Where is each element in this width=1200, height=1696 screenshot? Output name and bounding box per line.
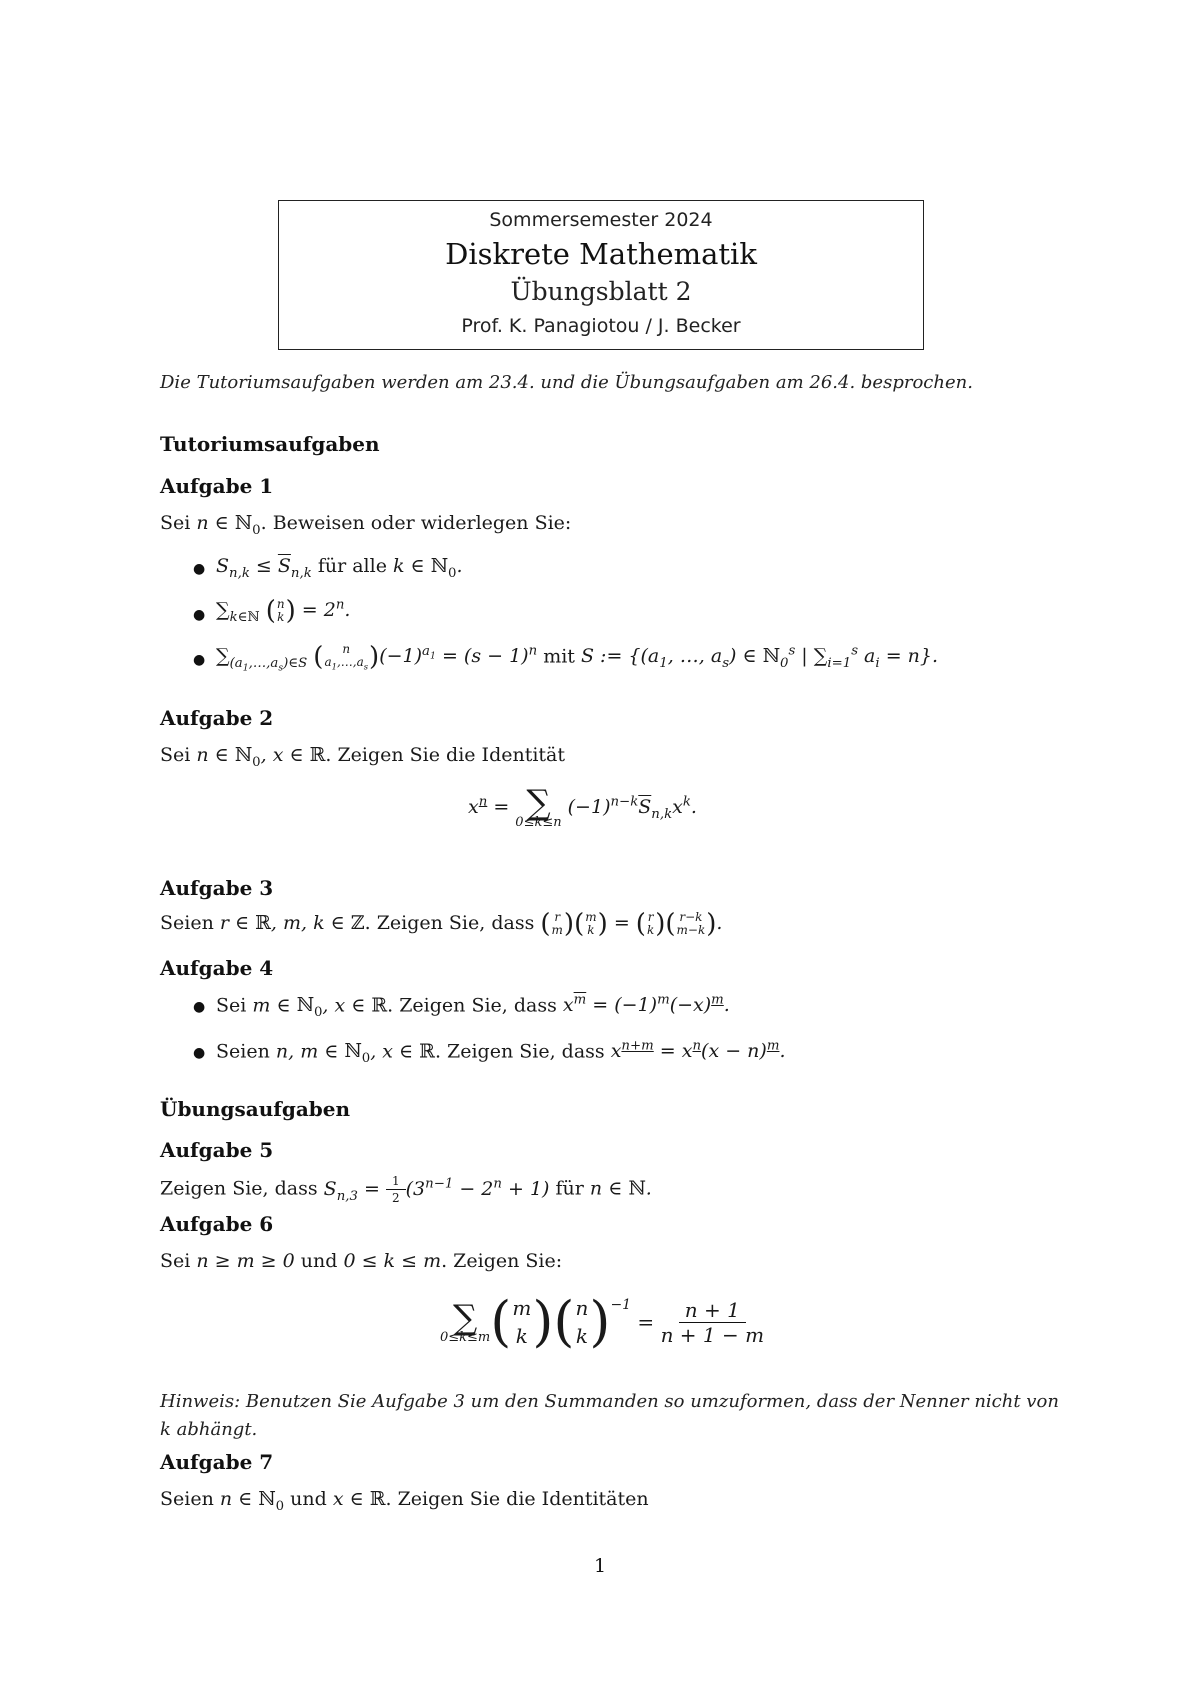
task1-item3-text: mit [543, 645, 575, 668]
task6-math-a: n ≥ m ≥ 0 [196, 1250, 295, 1272]
course-title: Diskrete Mathematik [445, 237, 757, 271]
bullet-icon: ● [193, 652, 206, 668]
task7-prompt-a: Seien [160, 1488, 214, 1510]
task3-math: r ∈ ℝ, m, k ∈ ℤ [219, 912, 365, 935]
task6-title: Aufgabe 6 [160, 1212, 274, 1236]
semester-label: Sommersemester 2024 [489, 209, 713, 231]
bullet-icon: ● [193, 561, 206, 577]
task4-item1-math: m ∈ ℕ$_0$, x ∈ ℝ [252, 994, 388, 1021]
task7-math-b: x ∈ ℝ [332, 1488, 386, 1510]
task1-math-n: n ∈ ℕ$_0$ [196, 512, 261, 538]
task2-prompt [160, 746, 565, 769]
task1-item1-math: $S_{n,k} \le \overline{S}_{n,k}$ [216, 555, 312, 581]
task4-item1-a: Sei [216, 994, 247, 1017]
task7-math-a: n ∈ ℕ$_0$ [219, 1488, 285, 1514]
task3-formula: ( r m ) ( m k ) = ( r k ) ( r−k m−k ) . [540, 909, 723, 940]
task5-formula: $S_{n,3}$ = $\frac{1}{2}$ $(3^{n-1} - 2^n + 1)$ [323, 1174, 550, 1205]
task1-prompt-a: Sei [160, 512, 191, 534]
task1-prompt-b: . Beweisen oder widerlegen Sie: [260, 512, 572, 534]
task4-item2-formula: $x^{n+m} = x^n(x - n)^m$. [610, 1039, 786, 1063]
task1-item2 [216, 596, 351, 627]
task3-title: Aufgabe 3 [160, 876, 274, 900]
task2-title: Aufgabe 2 [160, 706, 274, 730]
task5-prompt-a: Zeigen Sie, dass [160, 1177, 318, 1200]
task5-prompt-b: für [555, 1177, 584, 1200]
bullet-icon: ● [193, 1045, 206, 1061]
task6-hint: Hinweis: Benutzen Sie Aufgabe 3 um den Summanden so umzuformen, dass der Nenner nicht von k abhängt. [160, 1391, 1059, 1440]
task1-item1-text: für alle [317, 555, 387, 577]
task2-math: n ∈ ℕ$_0$, x ∈ ℝ [196, 744, 326, 770]
header-box [278, 200, 924, 350]
task5-math: n ∈ ℕ. [589, 1177, 652, 1200]
task2-formula-math: $x^n$ = ∑ 0≤k≤n $(-1)^{n-k}\overline{S}_{n,k}x^k$. [468, 783, 697, 830]
task2-prompt-b: . Zeigen Sie die Identität [325, 744, 566, 766]
authors-line: Prof. K. Panagiotou / J. Becker [461, 315, 741, 337]
task4-item2-b: . Zeigen Sie, dass [434, 1040, 605, 1063]
task1-title: Aufgabe 1 [160, 474, 274, 498]
task6-formula [440, 1290, 765, 1353]
page-number: 1 [593, 1555, 607, 1577]
bullet-icon: ● [193, 999, 206, 1015]
task1-item3 [216, 643, 938, 673]
task4-item2-a: Seien [216, 1040, 270, 1063]
task4-item2 [216, 1040, 785, 1065]
intro-note: Die Tutoriumsaufgaben werden am 23.4. und die Übungsaufgaben am 26.4. besprochen. [160, 372, 973, 393]
bullet-icon: ● [193, 607, 206, 623]
task4-item1 [216, 994, 730, 1019]
task6-math-b: 0 ≤ k ≤ m [343, 1250, 442, 1272]
task3-prompt-a: Seien [160, 912, 214, 935]
task1-item3-math-b: S := {($a_1$, …, $a_s$) ∈ ℕ$_0^s$ | $\sum_{i=1}^s$ $a_i = n$}. [580, 644, 939, 672]
task1-item1-math-b: k ∈ ℕ$_0$. [393, 555, 463, 581]
task7-prompt-b: und [290, 1488, 327, 1510]
section-uebung-title: Übungsaufgaben [160, 1097, 351, 1121]
task6-prompt-b: und [300, 1250, 338, 1272]
task6-prompt [160, 1252, 562, 1271]
task2-prompt-a: Sei [160, 744, 191, 766]
task5-prompt [160, 1175, 652, 1204]
task3-prompt [160, 909, 723, 940]
task6-prompt-c: . Zeigen Sie: [441, 1250, 563, 1272]
task4-item1-formula: $x^{\overline{m}} = (-1)^m(-x)^m$. [562, 993, 730, 1017]
task5-title: Aufgabe 5 [160, 1138, 274, 1162]
task6-formula-math: ∑ 0≤k≤m ( m k ) ( n k ) $^{-1}$ = $\frac{n + 1}{n + 1 - m}$ [440, 1290, 765, 1353]
sheet-title: Übungsblatt 2 [510, 277, 692, 306]
task2-formula [468, 783, 697, 830]
task7-prompt [160, 1490, 649, 1513]
task1-item1 [216, 557, 463, 580]
task4-item1-b: . Zeigen Sie, dass [387, 994, 557, 1017]
task1-prompt [160, 514, 571, 537]
task4-item2-math: n, m ∈ ℕ$_0$, x ∈ ℝ [275, 1040, 435, 1067]
task1-item3-math: $\sum_{(a_1,\dots,a_s)\in S}$ ( n $a_1,\dots,a_s$ ) $(-1)^{a_1} = (s - 1)^n$ [216, 642, 538, 674]
task4-title: Aufgabe 4 [160, 956, 274, 980]
task7-title: Aufgabe 7 [160, 1450, 274, 1474]
task6-prompt-a: Sei [160, 1250, 191, 1272]
task1-item2-math: $\sum_{k\in ℕ}$ ( n k ) = $2^n$. [216, 596, 351, 627]
section-tutorium-title: Tutoriumsaufgaben [160, 432, 380, 456]
task7-prompt-c: . Zeigen Sie die Identitäten [385, 1488, 649, 1510]
task3-prompt-b: . Zeigen Sie, dass [364, 912, 535, 935]
